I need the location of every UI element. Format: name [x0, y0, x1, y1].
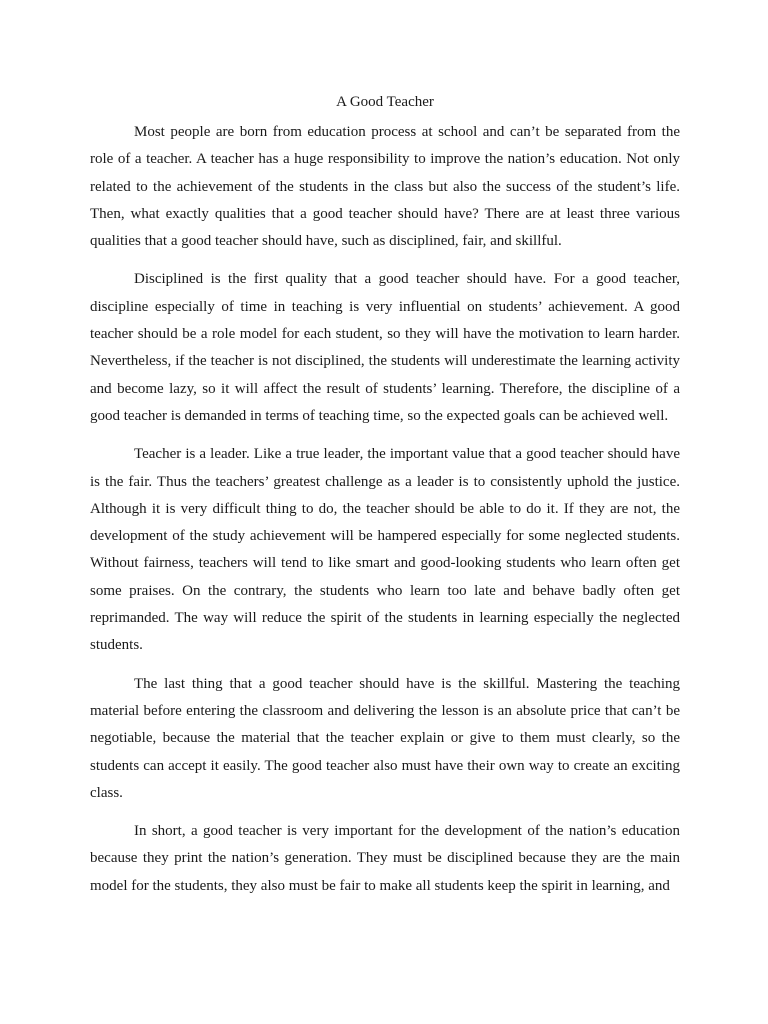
paragraph-introduction: Most people are born from education process at school and can’t be separated from the role of a teacher. A teacher has a huge responsibility to improve the nation’s education. Not only related to the achievement of the students in the class but also the success of the student’s life. Then, what exactly qualities that a good teacher should have? There are at least three various qualities that a good teacher should have, such as disciplined, fair, and skillful. — [90, 124, 680, 250]
paragraph-conclusion: In short, a good teacher is very important for the development of the nation’s education because they print the nation’s generation. They must be disciplined because they are the main model for the students, they also must be fair to make all students keep the spirit in learning, and — [90, 823, 680, 894]
document-body — [90, 92, 680, 911]
paragraph-disciplined: Disciplined is the first quality that a good teacher should have. For a good teacher, discipline especially of time in teaching is very influential on students’ achievement. A good teacher should be a role model for each student, so they will have the motivation to learn harder. Nevertheless, if the teacher is not disciplined, the students will underestimate the learning activity and become lazy, so it will affect the result of students’ learning. Therefore, the discipline of a good teacher is demanded in terms of teaching time, so the expected goals can be achieved well. — [90, 271, 680, 424]
paragraph-fair: Teacher is a leader. Like a true leader, the important value that a good teacher should have is the fair. Thus the teachers’ greatest challenge as a leader is to consistently uphold the justice. Although it is very difficult thing to do, the teacher should be able to do it. If they are not, the development of the study achievement will be hampered especially for some neglected students. Without fairness, teachers will tend to like smart and good-looking students who learn often get some praises. On the contrary, the students who learn too late and behave badly often get reprimanded. The way will reduce the spirit of the students in learning especially the neglected students. — [90, 446, 680, 654]
paragraph-skillful: The last thing that a good teacher should have is the skillful. Mastering the teaching material before entering the classroom and delivering the lesson is an absolute price that can’t be negotiable, because the material that the teacher explain or give to them must clearly, so the students can accept it easily. The good teacher also must have their own way to create an exciting class. — [90, 675, 680, 801]
essay-title: A Good Teacher — [336, 94, 434, 110]
